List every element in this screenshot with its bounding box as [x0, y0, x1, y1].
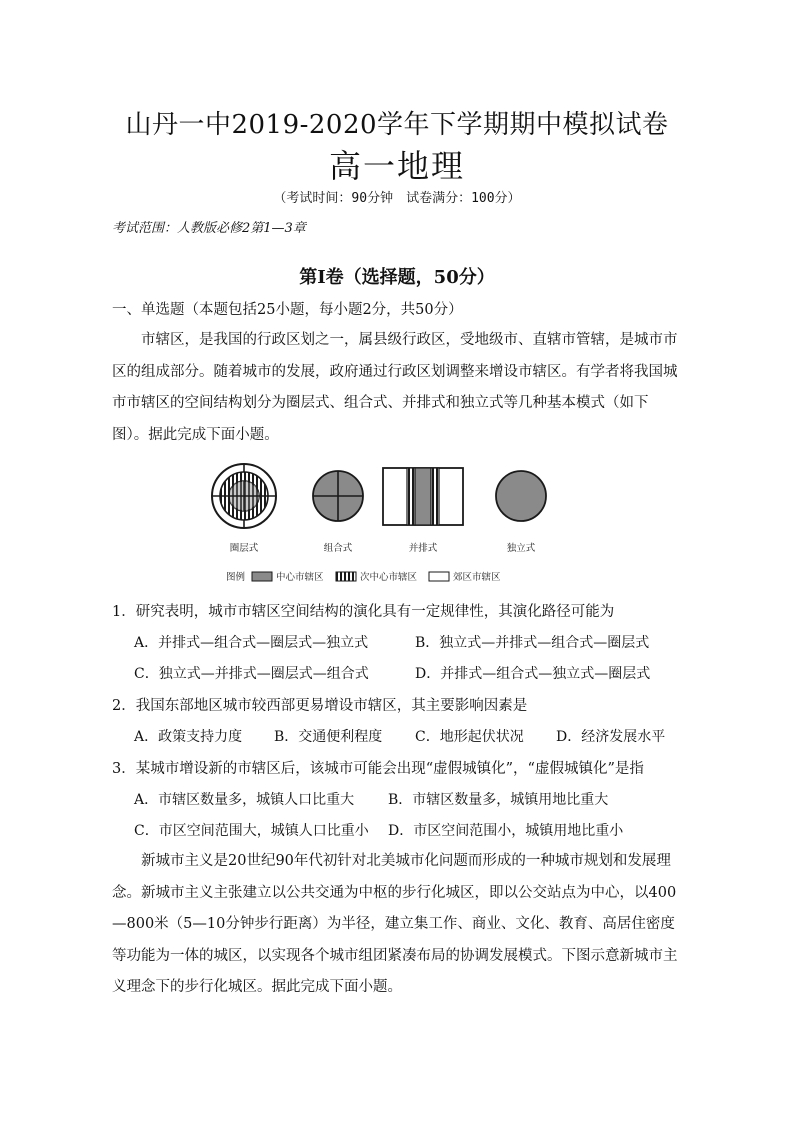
q3-option-d: D．市区空间范围小，城镇用地比重小: [388, 823, 624, 839]
question-3-stem: 3．某城市增设新的市辖区后，该城市可能会出现“虚假城镇化”，“虚假城镇化”是指: [112, 761, 644, 777]
question-2-stem: 2．我国东部地区城市较西部更易增设市辖区，其主要影响因素是: [112, 698, 528, 714]
question-1-options-row-1: [134, 632, 649, 652]
q3-option-c: C．市区空间范围大，城镇人口比重小: [134, 823, 369, 839]
exam-meta: （考试时间：90分钟 试卷满分：100分）: [273, 191, 521, 206]
independent-diagram: [496, 471, 546, 521]
passage-1: 市辖区，是我国的行政区划之一，属县级行政区，受地级市、直辖市管辖，是城市市区的组成部分。随着城市的发展，政府通过行政区划调整来增设市辖区。有学者将我国城市市辖区的空间结构划分为圈层式、组合式、并排式和独立式等几种基本模式（如下图）。据此完成下面小题。: [112, 332, 678, 443]
question-1-options-row-2: [134, 663, 650, 683]
legend-title: 图例: [226, 572, 246, 583]
label-ring-layer: 圈层式: [229, 543, 259, 554]
label-independent: 独立式: [506, 543, 536, 554]
q2-option-a: A．政策支持力度: [134, 729, 243, 745]
q2-option-d: D．经济发展水平: [556, 729, 666, 745]
question-3-options-row-2: [134, 820, 623, 840]
question-2-options: [134, 726, 665, 746]
combined-diagram: [313, 471, 363, 521]
q1-option-c: C．独立式—并排式—圈层式—组合式: [134, 666, 369, 682]
q2-option-b: B．交通便利程度: [274, 729, 383, 745]
label-side-by-side: 并排式: [408, 543, 438, 554]
q2-option-c: C．地形起伏状况: [415, 729, 524, 745]
question-3-options-row-1: [134, 789, 608, 809]
q1-option-b: B．独立式—并排式—组合式—圈层式: [415, 635, 650, 651]
section-instruction: 一、单选题（本题包括25小题，每小题2分，共50分）: [112, 302, 463, 318]
q1-option-d: D．并排式—组合式—独立式—圈层式: [415, 666, 651, 682]
side-by-side-diagram: [383, 468, 463, 525]
q3-option-a: A．市辖区数量多，城镇人口比重大: [134, 792, 355, 808]
ring-layer-diagram: [212, 464, 276, 528]
question-1-stem: 1．研究表明，城市市辖区空间结构的演化具有一定规律性，其演化路径可能为: [112, 604, 615, 620]
subject-title: 高一地理: [328, 147, 465, 185]
passage-2: 新城市主义是20世纪90年代初针对北美城市化问题而形成的一种城市规划和发展理念。新城市主义主张建立以公共交通为中枢的步行化城区，即以公交站点为中心，以400—800米（5—10分钟步行距离）为半径，建立集工作、商业、文化、教育、高居住密度等功能为一体的城区，以实现各个城市组团紧凑布局的协调发展模式。下图示意新城市主义理念下的步行化城区。据此完成下面小题。: [112, 853, 678, 995]
exam-title: 山丹一中2019-2020学年下学期期中模拟试卷: [125, 110, 669, 140]
section-title: 第Ⅰ卷（选择题，50分）: [299, 267, 495, 288]
label-combined: 组合式: [323, 543, 353, 554]
figure-legend: [226, 571, 501, 583]
legend-suburb: 郊区市辖区: [453, 572, 501, 583]
q3-option-b: B．市辖区数量多，城镇用地比重大: [388, 792, 609, 808]
legend-subcenter: 次中心市辖区: [360, 572, 418, 583]
legend-center: 中心市辖区: [276, 572, 324, 583]
q1-option-a: A．并排式—组合式—圈层式—独立式: [134, 635, 369, 651]
district-structure-figure: [200, 462, 570, 587]
exam-scope: 考试范围：人教版必修2第1—3章: [112, 221, 306, 236]
